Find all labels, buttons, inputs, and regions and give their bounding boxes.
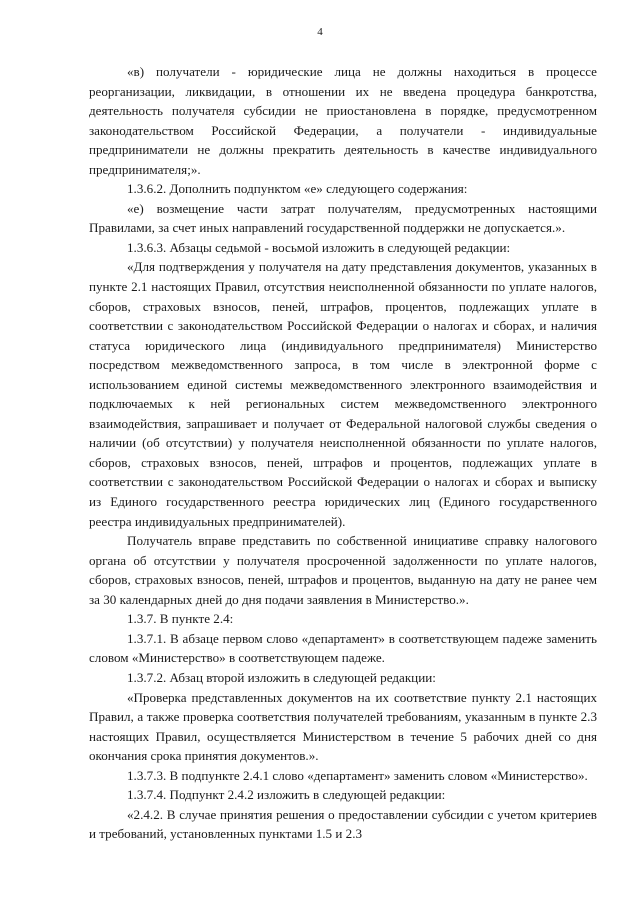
paragraph: «в) получатели - юридические лица не должны находиться в процессе реорганизации, ликвидации, в отношении их не введена процедура банкротства, деятельность получателя субсидии не приостановлена в порядке, предусмотренном законодательством Российской Федерации, а получатели - индивидуальные предприниматели не должны прекратить деятельность в качестве индивидуального предпринимателя;». (89, 64, 597, 177)
paragraph: 1.3.6.3. Абзацы седьмой - восьмой изложить в следующей редакции: (127, 239, 511, 255)
paragraph: «Для подтверждения у получателя на дату представления документов, указанных в пункте 2.1 настоящих Правил, отсутствия неисполненной обязанности по уплате налогов, сборов, страховых взносов, пеней, штрафов, процентов, подлежащих уплате в соответствии с законодательством Российской Федерации о налогах и сборах, и наличия статуса юридического лица (индивидуального предпринимателя) Министерство посредством межведомственного запроса, в том числе в электронной форме с использованием единой системы межведомственного электронного взаимодействия и подключаемых к ней региональных систем межведомственного электронного взаимодействия, запрашивает и получает от Федеральной налоговой службы сведения о наличии (об отсутствии) у получателя неисполненной обязанности по уплате налогов, сборов, страховых взносов, пеней, штрафов и процентов, подлежащих уплате в соответствии с законодательством Российской Федерации о налогах и сборах и выписку из Единого государственного реестра юридических лиц (Единого государственного реестра индивидуальных предпринимателей). (89, 259, 597, 529)
paragraph: 1.3.7.4. Подпункт 2.4.2 изложить в следующей редакции: (127, 787, 446, 803)
paragraph: 1.3.7.3. В подпункте 2.4.1 слово «департамент» заменить словом «Министерство». (127, 767, 588, 783)
paragraph: 1.3.6.2. Дополнить подпунктом «е» следующего содержания: (127, 181, 468, 197)
paragraph: Получатель вправе представить по собственной инициативе справку налогового органа об отсутствии у получателя просроченной задолженности по уплате налогов, сборов, страховых взносов, пеней, штрафов и процентов, выданную на дату не ранее чем за 30 календарных дней до дня подачи заявления в Министерство.». (89, 533, 597, 607)
paragraph: «е) возмещение части затрат получателям, предусмотренных настоящими Правилами, за счет иных направлений государственной поддержки не допускается.». (89, 200, 597, 236)
paragraph: 1.3.7.2. Абзац второй изложить в следующей редакции: (127, 669, 436, 685)
page-number: 4 (317, 26, 323, 38)
paragraph: 1.3.7. В пункте 2.4: (127, 611, 234, 627)
paragraph: «Проверка представленных документов на их соответствие пункту 2.1 настоящих Правил, а также проверка соответствия получателей требованиям, указанным в пункте 2.3 настоящих Правил, осуществляется Министерством в течение 5 рабочих дней со дня окончания срока принятия документов.». (89, 689, 597, 764)
paragraph: 1.3.7.1. В абзаце первом слово «департамент» в соответствующем падеже заменить словом «Министерство» в соответствующем падеже. (89, 630, 597, 666)
document-body (89, 62, 597, 844)
paragraph: «2.4.2. В случае принятия решения о предоставлении субсидии с учетом критериев и требований, установленных пунктами 1.5 и 2.3 (89, 806, 597, 842)
